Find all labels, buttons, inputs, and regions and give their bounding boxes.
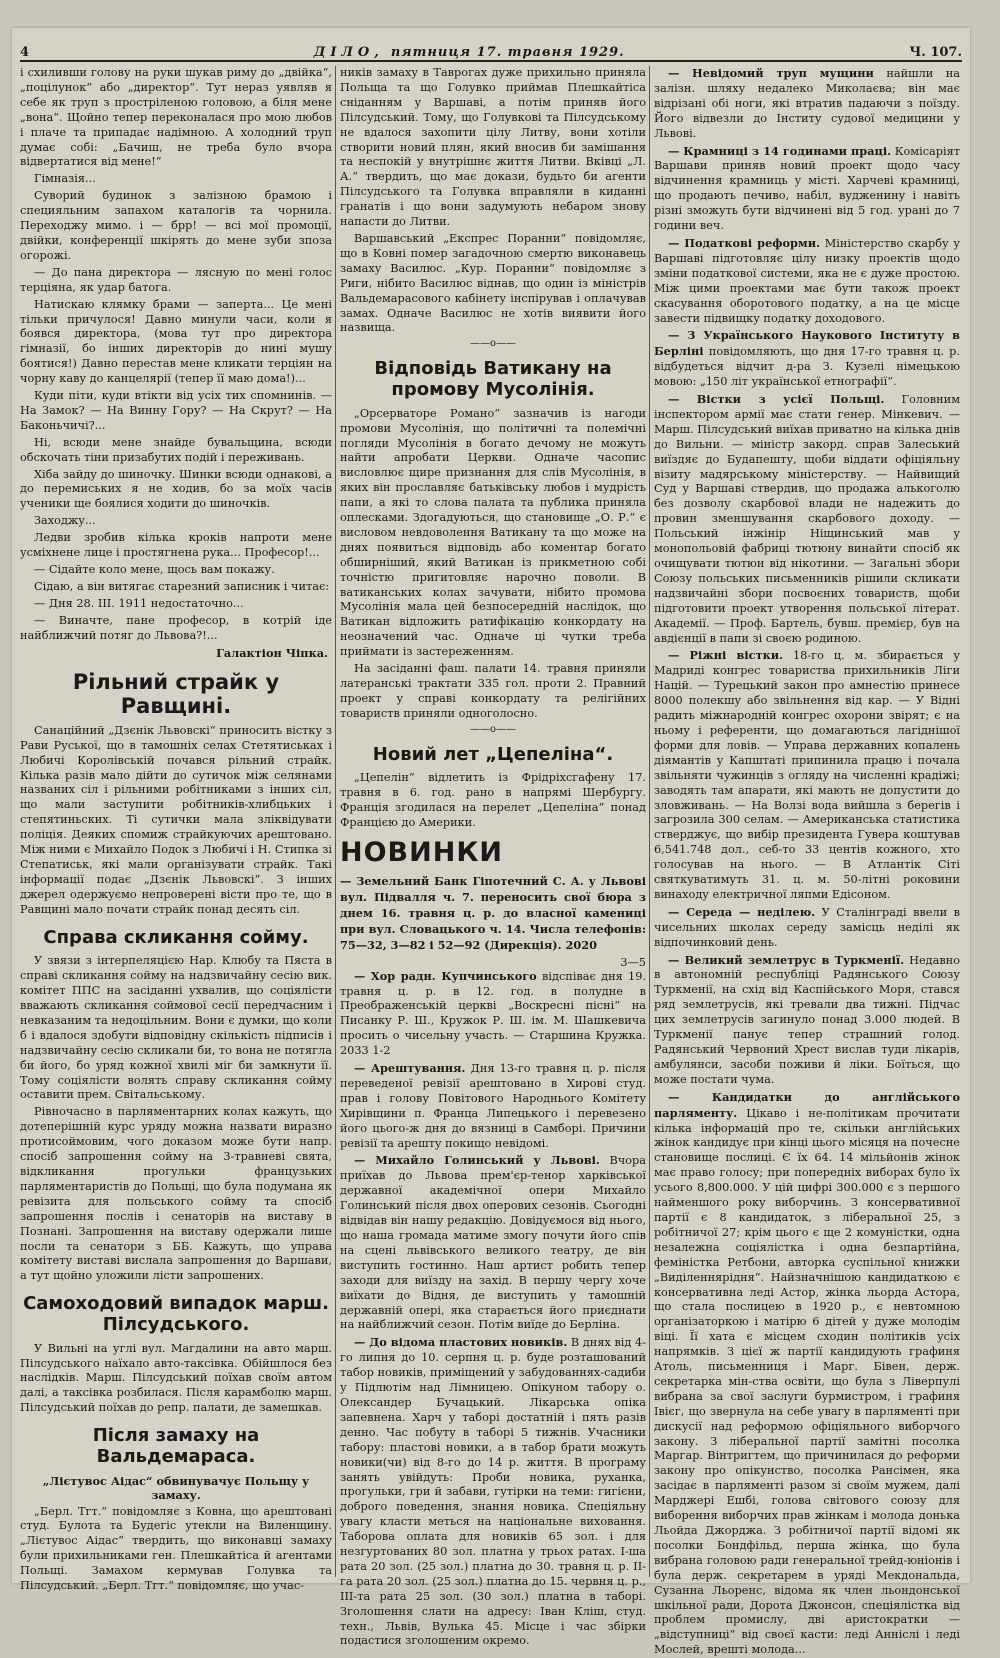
story-paragraph: Ледви зробив кілька кроків напроти мене усміхнене лице і простягнена рука... Професор!...: [20, 531, 332, 560]
news-item-text: 18-го ц. м. збирається у Мадриді конгрес товариства прихильників Ліги Націй. — Турецький закон про амнестію принесе 8000 полекшу або звільнення від кар. — У Відні радить міжнародній конгрес охорони звірят; є на ньому і референти, що домагаються лагіднішої форми для ловів. — Управа державних копалень діямантів у Капштаті припинила працю і почала звільняти чужинців з огляду на численні крадіжі; заводять там апарати, які мають не допустити до зловживань. — На Волзі вода вийшла з берегів і загрозила 300 селам. — Американська статистика стверджує, що вибір президента Гувера коштував 6,541.748 дол., себ-то 33 центів кожного, хто голосував на нього. — В Атлантік Сіті святкуватимуть 31. ц. м. 50-літні роковини винаходу електричної ляпми Едісоном.: [654, 649, 961, 901]
story-body: [20, 66, 332, 660]
column-divider: [649, 66, 650, 1577]
news-item: [340, 1061, 646, 1151]
separator: ——o——: [469, 338, 517, 350]
separator: ——o——: [469, 723, 517, 735]
article-paragraph: Рівночасно в парляментарних колах кажуть, що дотеперішній курс уряду можна назвати виразно протисоймовим, чого доказом може бути напр. спосіб запрошення сойму на 3-травневі свята, відкликання прогульки французьких парляментаристів до Польщі, що була подумана як ревізита для польського сойму та спосіб запрошення послів і сенаторів на виставу в Познані. Запрошення на виставу одержали лише посли та сенатори з ББ. Кажуть, що управа комітету виставі вислала запрошення до Варшави, а тут щойно уложили лісти запрошених.: [20, 1105, 332, 1283]
news-item-lead: — Вістки з усієї Польщі.: [668, 392, 885, 407]
section-title-news: НОВИНКИ: [340, 837, 503, 869]
news-item-text: Недавно в автономній республіці Радянського Союзу Туркменії, на схід від Каспійського Моря, стався ряд землетрусів, які тревали два тижні. Підчас цих землетрусів загинуло понад 3.000 людей. В Туркменії панує тепер страшний голод. Радянський Червоний Хрест вислав туди лікарів, амбулянси, засоби поживи й ліки. Боїться, що може постати чума.: [654, 953, 961, 1086]
article-paragraph: У Вильні на углі вул. Магдалини на авто марш. Пілсудського наїхало авто-таксівка. Обійшлося без наслідків. Марш. Пілсудський поїхав своїм автом далі, а таксівка розбилася. Після карамболю марш. Пілсудський поїхав до репр. палати, де замешкав.: [20, 1341, 332, 1415]
newspaper-title: ДІЛО: [313, 45, 375, 60]
news-item-lead: — Хор радн. Купчинського: [354, 968, 537, 983]
headline-sejm: Справа скликання сойму.: [43, 926, 309, 948]
column-3: [654, 66, 961, 1657]
news-item-text: Дня 13-го травня ц. р. після переведеної ревізії арештовано в Хирові студ. прав і голову Повітового Народнього Комітету Хирівщини п. Франца Липецького і перевезено його цього-ж дня до вязниці в Самборі. Причини ревізії та арешту покищо невідомі.: [340, 1062, 647, 1150]
story-paragraph: Ні, всюди мене знайде бувальщина, всюди обскочать тіни призабутих подій і переживань.: [20, 435, 332, 464]
story-paragraph: Куди піти, куди втікти від усіх тих спомнинів. — На Замок? — На Винну Гору? — На Скрут? — На Баконьчичі?...: [20, 389, 332, 432]
news-item-lead: — Земельний Банк Гіпотечний С. А. у Львові вул. Підвалля ч. 7. переносить свої бюра з днем 16. травня ц. р. до власної камениці при вул. Словацького ч. 14. Числа телефонів: 75—32, 3—82 і 52—92 (Дирекція). 2020: [340, 874, 646, 952]
column-1: [20, 66, 332, 1593]
news-item-lead: — До відома пластових новиків.: [354, 1335, 568, 1350]
story-paragraph: Сідаю, а він витягає старезний записник і читає:: [34, 579, 330, 593]
news-item: [654, 236, 960, 326]
column-2: [340, 66, 647, 1648]
news-item: [654, 953, 960, 1088]
news-item-text: повідомляють, що дня 17-го травня ц. р. відбудеться відчит д-ра З. Кузелі німецькою мовою: „150 літ української етнографії“.: [654, 345, 960, 389]
news-item-lead: — Невідомий труп мущини: [668, 66, 874, 80]
page-number: 4: [20, 45, 30, 60]
news-item-text: В днях від 4-го липня до 10. серпня ц. р. буде розташований табор новиків, приміщений у забудованнях-садиби у Підлютім над Лімницею. Опікуном табору о. Олександер Бучацький. Лікарська опіка запевнена. Харч у таборі достатній і пять разів денно. Час побуту в таборі 5 тижнів. Учасники табору: пластові новики, а в табор брати можуть новики(чи) від 8-го до 14 р. життя. В програму занять увійдуть: Проби новика, руханка, прогульки, гри й забави, гутірки на теми: гигієни, доброго поведення, знання новика. Спеціяльну увагу класти меться на національне виховання. Таборова оплата для новиків 65 зол. і для незгуртованих 80 зол. платна у трьох ратах. І-ша рата 20 зол. (25 зол.) платна до 30. травня ц. р. ІІ-га рата 20 зол. (25 зол.) платна до 15. червня ц. р., ІІІ-та рата 25 зол. (30 зол.) платна в таборі. Зголошення слати на адресу: Іван Кліш, студ. техн., Львів, Вулька 45. Місце і час збірки подастися зголошеним окремо.: [340, 1336, 646, 1648]
news-item: [340, 969, 646, 1059]
news-item-text: Комісаріят Варшави приняв новий проект щодо часу відчинення крамниць у місті. Харчеві крамниці, що продають печиво, набіл, вудженину і навіть різні зможуть бути відчинені від 5 год. урані до 7 години веч.: [654, 144, 960, 233]
news-item-lead: — Кандидатки до англійського парляменту.: [654, 1089, 960, 1120]
story-signature: Галактіон Чіпка.: [216, 645, 328, 660]
news-item-lead: — Середа — неділею.: [668, 904, 816, 919]
news-item: [340, 1153, 646, 1333]
story-paragraph: — Дня 28. ІІІ. 1911 недостаточно...: [34, 596, 244, 610]
story-paragraph: Натискаю клямку брами — заперта... Це мені тільки причулося! Давно минули часи, коли я боявся директора, (мова тут про директора гімназії, бо інших директорів до нині мушу боятися!) Давно перестав мене кликати терціян на чорну каву до канцелярії (тепер її маю дома!)...: [20, 297, 332, 386]
news-item: [654, 66, 960, 142]
story-paragraph: Суворий будинок з залізною брамою і специяльним запахом каталогів та чорнила. Переходжу мимо. і — брр! — всі мої промоції, двійки, конференції шкірять до мене зуби зпоза огорожі.: [20, 189, 332, 262]
article-paragraph: „Орсерваторе Романо“ зазначив із нагоди промови Мусолінія, що політичні та полемічні погляди Мусолінія в богато дечому не можуть найти апробати Церкви. Одначе часопис висловлює щире признання для слів Мусолінія, в яких він прославляє батьківську любов і мудрість папи, а які то слова палата та публика приняла оплесками. Здогадуються, що становище „О. Р.“ є висловом невдоволення Ватикану та що може на днях появиться відповідь або коментар богато обширніший, який Ватикан із прикметною собі точністю пригитовляє нарочно поволи. В ватиканських колах зачувати, нібито промова Мусолінія мала цей безпосередній наслідок, що Ватикан відложить ратифікацію конкордату на неозначений час. Одначе ці чутки треба приймати із застереженням.: [340, 406, 646, 659]
news-item: [654, 648, 960, 902]
story-paragraph: Хіба зайду до шиночку. Шинки всюди однакові, а до перемиських я не ходив, бо за моїх часів ученики ще боялися ходити до шиночків.: [20, 467, 332, 511]
column-divider: [335, 66, 336, 1577]
news-item: [654, 905, 960, 951]
headline-pilsudski: Самоходовий випадок марш. Пілсудського.: [23, 1293, 329, 1335]
news-item: [340, 1335, 646, 1649]
subheadline-valdemaras: „Лієтувос Аідас“ обвинувачує Польщу у замаху.: [42, 1473, 310, 1502]
story-paragraph: — Сідайте коло мене, щось вам покажу.: [34, 563, 275, 576]
article-paragraph: На засіданні фаш. палати 14. травня приняли латеранські трактати 335 гол. проти 2. Правний проект у справі конкордату та релігійних товариств приняли одноголосно.: [340, 662, 646, 720]
news-item: [654, 144, 960, 234]
news-item-lead: — З Українського Наукового Інституту в Берліні: [654, 328, 960, 359]
news-item: [654, 328, 960, 390]
article-paragraph: У звязи з інтерпеляцією Нар. Клюбу та Пяста в справі скликання сойму на надзвичайну сесію вик. комітет ППС на засіданні ухвалив, що соціялісти вважають скликання соймової сесії передчасним і невказаним та недоцільним. Вони є думки, що коли б і вдалося здобути відповідну скількість підписів і надзвичайну сесію скликали би, то вона не потягла би його, бо уряд кожної хвилі міг би замкнути її. Тому соціялісти волять справу скликання сойму оставити прем. Світальському.: [20, 954, 332, 1102]
article-paragraph: ників замаху в Таврогах дуже прихильно приняла Польща та що Голувко приймав Плешкайтіса сніданням у Варшаві, а потім приняв його Пілсудський. Тому, що Голувкові та Пілсудському не вдалося захопити цілу Литву, вони хотіли створити новий плян, який вносив би замішання та неспокій у внутрішнє життя Литви. Вківці „Л. А.“ твердить, що має докази, будьто би агенти Пілсудського та Голувка вправляли в киданні гранатів і що вони задумують небаром знову напасти до Литви.: [340, 66, 646, 229]
story-paragraph: — Виначте, пане професор, в котрій іде найближчий потяг до Львова?!...: [20, 613, 332, 642]
news-item-lead: — Податкові реформи.: [668, 235, 821, 250]
story-paragraph: Гімназія...: [34, 172, 96, 186]
story-paragraph: і схиливши голову на руки шукав риму до „двійка“, „поцілунок“ або „директор“. Тут нераз уявляв я себе як труп з простріленою головою, а біля мене „вона“. Щойно тепер переконалася про мою любов і плаче та припадає надімною. А холодний труп думає собі: „Бачиш, не треба було вчора відвертатися від мене!“: [20, 66, 332, 169]
story-paragraph: Заходжу...: [34, 514, 96, 528]
headline-vatican: Відповідь Ватикану на промову Мусолінія.: [374, 358, 612, 400]
news-item-text: Головним інспектором армії має стати генер. Мінкевич. — Марш. Пілсудський виїхав приватно на кілька днів до Вильни. — міністр закорд. справ Залеський виїздяє до Будапешту, щоби віддати офіціяльну візиту мадярському міністерству. — Найвищий Суд у Варшаві ствердив, що продажа алькоголю без дозволу скарбової влади не надежить до провин зменшування скарбового доходу. — Польський інжінір Ніщинський мав у монопольовій фабриці тютюну винайти спосіб як очищувати тютюн від нікотини. — Загальні збори Союзу польських письменників рішили скликати надзвичайні збори посвоєних товариств, щоби підготовити проект утворення польської літерат. Академії. — Проф. Бартель, бувш. премієр, був на авдієнції в папи зі своєю родиною.: [654, 393, 960, 645]
news-item: [654, 392, 960, 646]
news-item-text: відспіває дня 19. травня ц. р. в 12. год. в полудне в Преображенській церкві „Воскресні пісні“ на Писанку Р. Ш., Кружок Р. Ш. ім. М. Шашкевича просить о чисельну участь. — Старшина Кружка.: [340, 969, 647, 1043]
issue-number: Ч. 107.: [909, 45, 962, 60]
news-item-code: 3—5: [620, 955, 646, 969]
newspaper-page: [12, 28, 970, 1657]
headline-strike: Рільний страйк у Равщині.: [72, 669, 280, 718]
news-item: [340, 874, 646, 954]
news-item-text: найшли на залізн. шляху недалеко Миколаєва; він має відрізані обі ноги, які втратив падаючи з поїзду. Його відвезли до Інститу судової медицини у Львові.: [654, 67, 961, 140]
news-item-text: У Сталінграді ввели в чисельних школах середу замісць неділі як відпочинковий день.: [654, 905, 961, 949]
headline-valdemaras: Після замаху на Вальдемараса.: [92, 1425, 260, 1467]
news-item-lead: — Великий землетрус в Туркменії.: [668, 952, 905, 967]
news-item-lead: — Ріжні вістки.: [668, 648, 784, 663]
news-item-text: Цікаво і не-політикам прочитати кілька інформацій про те, скільки англійських жінок кандидує при кінці цього місяця на почесне становище послиці. Є їх 64. 14 мільйонів жінок має право голосу; при попередніх виборах було їх усього 8,800.000. У цій цифрі 300.000 є з першого найменшого року виборчинь. З консервативної партії є 8 кандидаток, з ліберальної 25, з робітничої 27; крім цього є ще 2 комуністки, одна незалежна соціялістка і одна безпартійна, феміністка Ретбони, авторка суспільної книжки „Виділеннярідня“. Найзначнішою кандидаткою є консервативна леді Астор, жінка льорда Астора, що стала послицею в 1920 р., є невтомною організаторкою і матірю 6 дітей у дуже молодім віці. Її хата є місцем сходин політиків усіх напрямків. З цієї ж партії кандидують графиня Атоль, письменниця і Марг. Бівен, держ. секретарка мін-ства освіти, що була з Ліверпулі вибрана за свої заслуги бурмистром, і графиня Івієг, що звернула на себе увагу в парляменті при дискусії над реформою офіціяльного виборчого закону. З ліберальної партії замітні посолка Маргар. Вінтригтем, що причинилася до реформи закону про опікунство, посолка Рансімен, яка засідає в парляменті разом зі своїм мужем, далі Марджері Ешбі, голова світового союзу для виборення виборчих прав жінкам і молода донька Льойда Джорджа. З робітничої партії відомі як посолки Бондфільд, перша жінка, що була вибрана головою ради генеральної трейд-юніонів і була держ. секретарем в уряді Мекдональда, Сузанна Льоренс, відома як член льондонської шкільної ради, Дорота Джонсон, спеціялістка від проблем промислу, дві аристократки — „відступниці“ від своєї касти: леді Анніслі і леді Мослей, врешті молода...: [654, 1106, 961, 1657]
article-paragraph: Санаційний „Дзєнік Львовскі“ приносить вістку з Рави Руської, що в тамошніх селах Стетятиськах і Любичі Королівській почався рільний страйк. Кілька разів мало дійти до сутичок між селянами названих сіл і рільними робітниками з інших сіл, що мали заступити робітників-хлибцьких і степятиньских. Ті сутички мала зліквідувати поліція. Деяких спомиж страйкуючих арештовано. Між ними є Михайло Подок з Любичі і Н. Стипка зі Степатиськ, які мали організувати страйк. Такі інформації подає „Дзєнік Львовскі“. З інших джерел одержуємо непроверені вісти про те, що в Равщині мало почати страйк понад десять сіл.: [20, 723, 332, 916]
issue-date: пятниця 17. травня 1929.: [390, 45, 625, 60]
article-paragraph: „Берл. Тгт.“ повідомляє з Ковна, що арештовані студ. Булота та Будегіс утекли на Виленщину. „Лієтувос Аідас“ твердить, що виконавці замаху були прихильниками ген. Плешкайтіса й агентами Польщі. Замахом кермував Голувка та Пілсудський. „Берл. Тгт.“ повідомляє, що учас-: [20, 1504, 332, 1593]
news-item-text: Міністерство скарбу у Варшаві підготовляє цілу низку проектів щодо зміни податкової системи, яка не є дуже простою. Між цими проектами має бути також проект скасування оборотового податку, а на це місце завести підвищку податку доходового.: [654, 236, 961, 325]
news-item: [654, 1090, 960, 1658]
headline-zeppelin: Новий лет „Цепеліна“.: [372, 743, 614, 765]
story-paragraph: — До пана директора — лясную по мені голос терціяна, як удар батога.: [20, 265, 332, 294]
masthead: [20, 34, 962, 62]
news-item-lead: — Арештування.: [354, 1061, 466, 1076]
article-paragraph: Варшавський „Експрес Поранни“ повідомляє, що в Ковні помер загадочною смертю виконавець замаху Василюс. „Кур. Поранни“ повідомляє з Риги, нібито Василюс віднав, що один із міністрів Вальдемарасового кабінету інспірував і оплачував замах. Одначе Василюс не хотів виявити його назвища.: [340, 231, 646, 335]
news-item-lead: — Михайло Голинський у Львові.: [354, 1153, 600, 1168]
news-item-lead: — Крамниці з 14 годинами праці.: [668, 143, 892, 158]
news-item-text: Вчора приїхав до Львова прем'єр-тенор харківської державної академічної опери Михайло Голинський після двох оперових сезонів. Сьогодні відвідав він нашу редакцію. Довідуємося від нього, що наша громада матиме змогу почути його спів на сцені львівського великого театру, де він виступить гостинно. Наш артист робить тепер заходи для виїзду на захід. В першу чергу хоче виїхати до Відня, де виступить у тамошній державній опері, яка старається його приєднати на найближчий сезон. Потім виїде до Берліна.: [340, 1154, 647, 1332]
masthead-center: ДІЛО, пятниця 17. травня 1929.: [313, 45, 625, 60]
article-paragraph: „Цепелін“ відлетить із Фрідріхсгафену 17. травня в 6. год. рано в напрямі Шербургу. Франція згодилася на перелет „Цепеліна“ понад Францією до Америки.: [340, 771, 646, 830]
news-item-code: 2033 1-2: [340, 1044, 391, 1058]
